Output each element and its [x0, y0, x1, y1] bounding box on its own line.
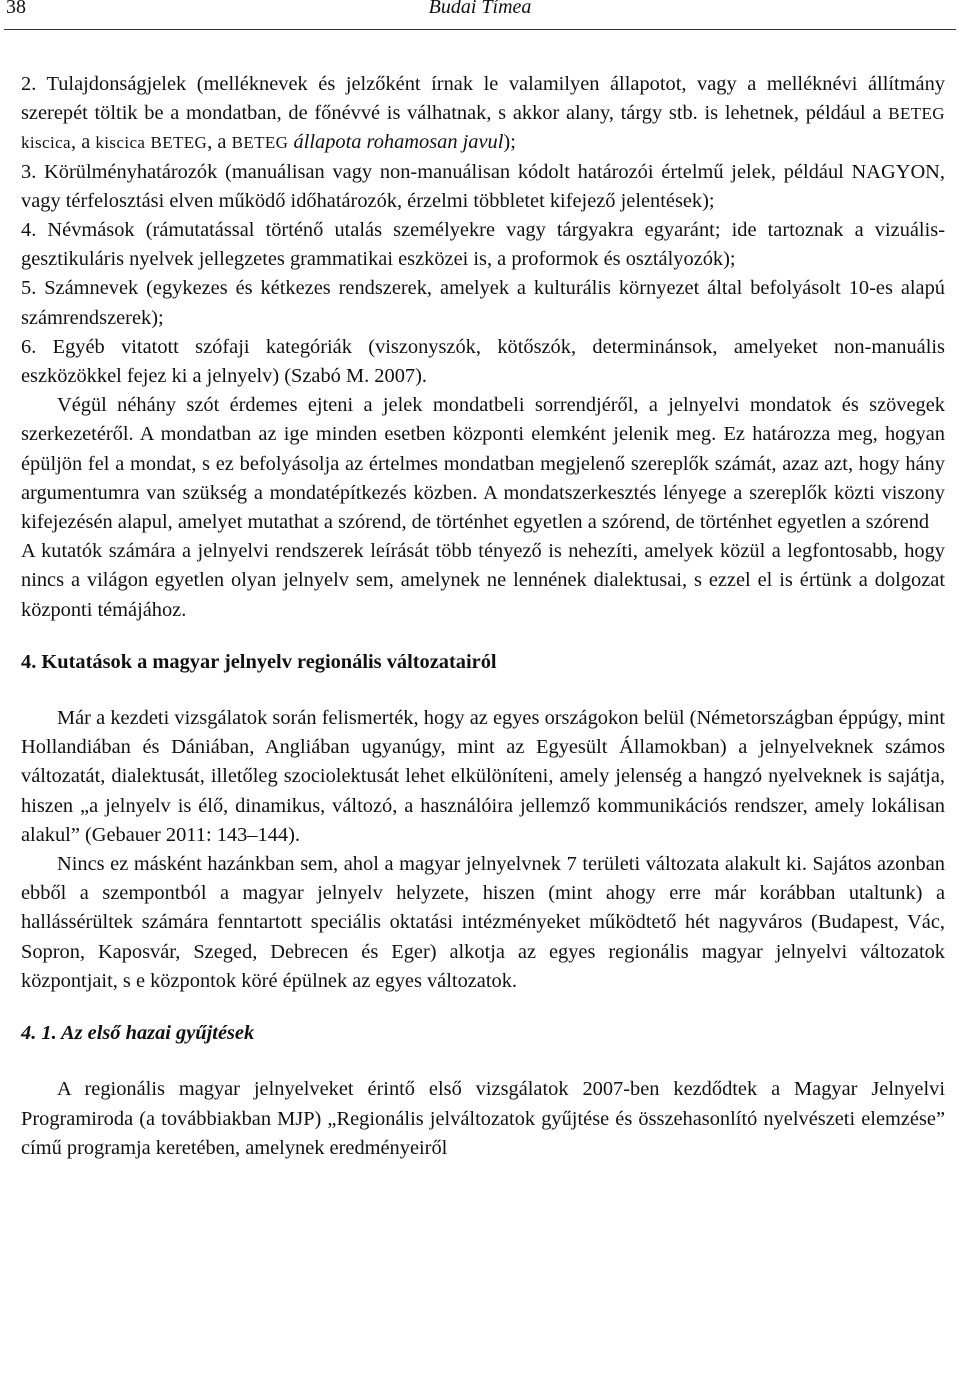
page-number: 38 [6, 0, 26, 18]
paragraph-dialects: Már a kezdeti vizsgálatok során felismerték, hogy az egyes országokon belül (Németországban éppúgy, mint Hollandiában és Dániában, Angliában ugyanúgy, mint az Egyesült Államokban) a jelnyelveknek számos változatát, dialektusát, illetőleg szociolektusát lehet elkülöníteni, amely jelenség a hangzó nyelveknek is sajátja, hiszen „a jelnyelv is élő, dinamikus, változó, a használóira jellemző kommunikációs rendszer, amely lokálisan alakul” (Gebauer 2011: 143–144). [21, 707, 945, 846]
list-item-6: 6. Egyéb vitatott szófaji kategóriák (viszonyszók, kötőszók, determinánsok, amelyeket non-manuális eszközökkel fejez ki a jelnyelv) (Szabó M. 2007). [21, 335, 945, 388]
sign-gloss: kiscica [21, 133, 71, 153]
page-header [0, 0, 960, 30]
sign-gloss: BETEG [150, 133, 208, 153]
sign-gloss: BETEG [231, 133, 289, 153]
paragraph-research: A kutatók számára a jelnyelvi rendszerek leírását több tényező is nehezíti, amelyek közül a legfontosabb, hogy nincs a világon egyetlen olyan jelnyelv sem, amelynek ne lennének dialektusai, s ezzel el is értünk a dolgozat központi témájához. [21, 540, 945, 621]
sign-gloss: kiscica [95, 133, 146, 153]
paragraph-first-collections: A regionális magyar jelnyelveket érintő első vizsgálatok 2007-ben kezdődtek a Magyar Jelnyelvi Programiroda (a továbbiakban MJP) „Regionális jelváltozatok gyűjtése és összehasonlító nyelvészeti elemzése” című programja keretében, amelynek eredményeiről [21, 1078, 945, 1159]
paragraph-hungary: Nincs ez másként hazánkban sem, ahol a magyar jelnyelvnek 7 területi változata alakult ki. Sajátos azonban ebből a szempontból a magyar jelnyelv helyzete, hiszen (mint ahogy erre már korábban utaltunk) a hallássérültek számára fenntartott speciális oktatási intézményeket működtető hét nagyváros (Budapest, Vác, Sopron, Kaposvár, Szeged, Debrecen és Eger) alkotja az egyes regionális magyar jelnyelvi változatok központjait, s e központok köré épülnek az egyes változatok. [21, 853, 945, 992]
page-body [21, 70, 945, 1163]
section-heading: 4. Kutatások a magyar jelnyelv regionális változatairól [21, 650, 497, 673]
subsection-heading: 4. 1. Az első hazai gyűjtések [21, 1022, 255, 1045]
list-item-5: 5. Számnevek (egykezes és kétkezes rendszerek, amelyek a kulturális környezet által befolyásolt 10-es alapú számrendszerek); [21, 277, 945, 329]
header-rule [4, 29, 956, 30]
list-item-4: 4. Névmások (rámutatással történő utalás személyekre vagy tárgyakra egyaránt; ide tartoznak a vizuális-gesztikuláris nyelvek jellegzetes grammatikai eszközei is, a proformok és osztályozók); [21, 219, 945, 271]
sign-gloss: BETEG [888, 104, 945, 124]
translation-gloss: állapota rohamosan javul [293, 131, 504, 154]
list-item-2: 2. Tulajdonságjelek (melléknevek és jelzőként írnak le valamilyen állapotot, vagy a melléknévi állítmány szerepét töltik be a mondatban, de főnévvé is válhatnak, s akkor alany, tárgy stb. is lehetnek, például a BETEG kiscica, a kiscica BETEG, a BETEG állapota rohamosan javul); [21, 73, 945, 154]
list-item-3: 3. Körülményhatározók (manuálisan vagy non-manuálisan kódolt határozói értelmű jelek, például NAGYON, vagy térfelosztási elven működő időhatározók, érzelmi többletet kifejező jelentések); [21, 160, 945, 212]
running-head: Budai Tímea [428, 0, 532, 18]
paragraph-word-order: Végül néhány szót érdemes ejteni a jelek mondatbeli sorrendjéről, a jelnyelvi mondatok és szövegek szerkezetéről. A mondatban az ige minden esetben központi elemként jelenik meg. Ez határozza meg, hogyan épüljön fel a mondat, s ez befolyásolja az értelmes mondatban megjelenő szereplők számát, azaz azt, hogy hány argumentumra van szükség a mondatépítkezés közben. A mondatszerkesztés lényege a szereplők közti viszony kifejezésén alapul, amelyet mutathat a szórend, de történhet egyetlen a szórend, de történhet egyetlen a szórend [21, 394, 945, 534]
